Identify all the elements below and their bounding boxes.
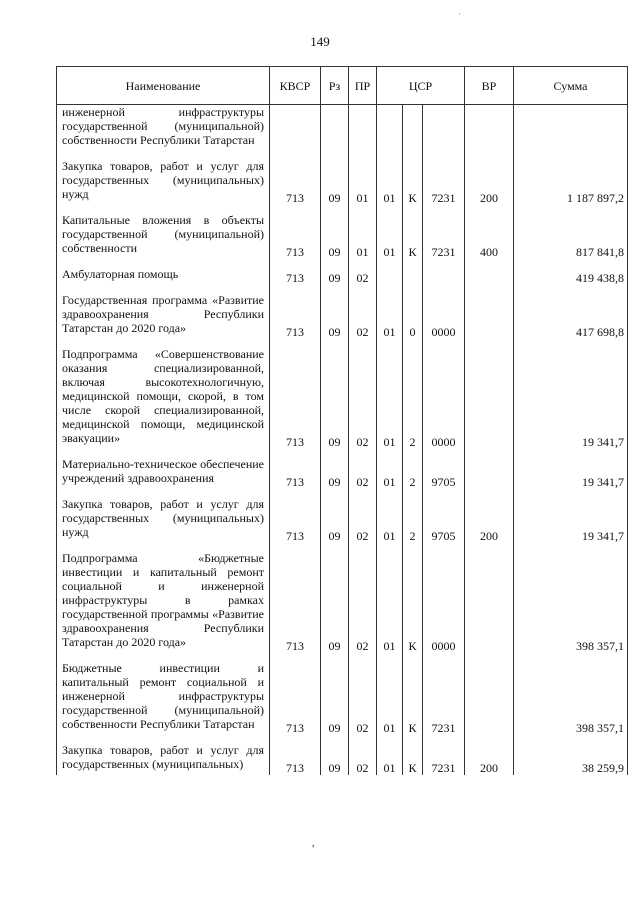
spacer-cell [321,151,349,159]
cell-pr: 02 [349,497,377,543]
cell-csr1: 01 [377,457,403,489]
row-spacer [57,259,628,267]
row-spacer [57,735,628,743]
cell-csr3: 0000 [423,293,465,339]
table-row [57,347,628,449]
spacer-cell [57,653,270,661]
spacer-cell [321,259,349,267]
spacer-cell [377,151,403,159]
cell-pr: 02 [349,743,377,775]
spacer-cell [514,285,628,293]
spacer-cell [465,489,514,497]
cell-csr1: 01 [377,159,403,205]
row-spacer [57,151,628,159]
row-spacer [57,205,628,213]
table-row [57,213,628,259]
row-spacer [57,653,628,661]
cell-csr2: К [403,743,423,775]
cell-sum: 19 341,7 [514,497,628,543]
spacer-cell [423,339,465,347]
spacer-cell [423,259,465,267]
cell-kvsr: 713 [270,159,321,205]
spacer-cell [423,449,465,457]
table-row [57,105,628,152]
scan-mark: , [312,838,315,849]
spacer-cell [514,205,628,213]
spacer-cell [321,285,349,293]
spacer-cell [514,259,628,267]
spacer-cell [349,489,377,497]
scan-speck: · [458,10,461,19]
cell-csr2: 2 [403,457,423,489]
spacer-cell [403,449,423,457]
spacer-cell [57,449,270,457]
cell-csr2: 2 [403,347,423,449]
row-spacer [57,489,628,497]
spacer-cell [423,489,465,497]
spacer-cell [377,285,403,293]
spacer-cell [423,151,465,159]
cell-csr2 [403,267,423,285]
cell-sum: 19 341,7 [514,347,628,449]
cell-name: Амбулаторная помощь [57,267,270,285]
spacer-cell [349,339,377,347]
cell-csr1: 01 [377,661,403,735]
header-rz: Рз [321,67,349,105]
cell-csr2: К [403,159,423,205]
table-row [57,551,628,653]
spacer-cell [403,339,423,347]
spacer-cell [377,489,403,497]
cell-sum: 1 187 897,2 [514,159,628,205]
spacer-cell [377,259,403,267]
spacer-cell [270,449,321,457]
cell-sum: 398 357,1 [514,551,628,653]
spacer-cell [349,735,377,743]
spacer-cell [514,151,628,159]
spacer-cell [321,489,349,497]
spacer-cell [423,653,465,661]
cell-vr: 400 [465,213,514,259]
cell-name: Закупка товаров, работ и услуг для государственных (муниципальных) нужд [57,159,270,205]
spacer-cell [403,489,423,497]
spacer-cell [514,543,628,551]
cell-csr2: К [403,551,423,653]
spacer-cell [403,735,423,743]
cell-csr3: 0000 [423,551,465,653]
cell-csr3 [423,267,465,285]
spacer-cell [270,205,321,213]
cell-csr2: 2 [403,497,423,543]
cell-kvsr: 713 [270,457,321,489]
spacer-cell [403,259,423,267]
cell-pr [349,105,377,152]
cell-vr: 200 [465,159,514,205]
header-name: Наименование [57,67,270,105]
header-vr: ВР [465,67,514,105]
spacer-cell [270,543,321,551]
spacer-cell [321,449,349,457]
spacer-cell [321,735,349,743]
spacer-cell [349,151,377,159]
cell-csr3 [423,105,465,152]
cell-csr2: К [403,661,423,735]
cell-name: Бюджетные инвестиции и капитальный ремонт социальной и инженерной инфраструктуры государственной (муниципальной) собственности Республики Татарстан [57,661,270,735]
spacer-cell [349,205,377,213]
cell-name: Государственная программа «Развитие здравоохранения Республики Татарстан до 2020 года» [57,293,270,339]
cell-vr [465,347,514,449]
spacer-cell [349,653,377,661]
cell-vr: 200 [465,497,514,543]
cell-csr2: 0 [403,293,423,339]
spacer-cell [514,735,628,743]
cell-csr3: 7231 [423,159,465,205]
spacer-cell [423,285,465,293]
spacer-cell [270,653,321,661]
cell-csr1: 01 [377,743,403,775]
spacer-cell [57,489,270,497]
spacer-cell [57,735,270,743]
cell-csr3: 7231 [423,661,465,735]
spacer-cell [465,653,514,661]
spacer-cell [377,449,403,457]
spacer-cell [349,543,377,551]
table-row [57,661,628,735]
cell-csr3: 0000 [423,347,465,449]
page-number: 149 [310,34,330,49]
spacer-cell [57,205,270,213]
spacer-cell [377,653,403,661]
cell-name: Закупка товаров, работ и услуг для государственных (муниципальных) нужд [57,497,270,543]
cell-csr3: 9705 [423,497,465,543]
cell-csr1: 01 [377,551,403,653]
spacer-cell [57,339,270,347]
spacer-cell [423,543,465,551]
cell-kvsr: 713 [270,551,321,653]
spacer-cell [465,205,514,213]
cell-csr1 [377,105,403,152]
spacer-cell [403,151,423,159]
spacer-cell [377,543,403,551]
spacer-cell [465,259,514,267]
cell-vr [465,267,514,285]
cell-rz: 09 [321,743,349,775]
spacer-cell [270,489,321,497]
row-spacer [57,449,628,457]
cell-name: Подпрограмма «Совершенствование оказания специализированной, включая высокотехнологичную, медицинской помощи, скорой, в том числе скорой специализированной, медицинской помощи, медицинской эвакуации» [57,347,270,449]
cell-kvsr: 713 [270,293,321,339]
cell-rz: 09 [321,661,349,735]
table-row [57,267,628,285]
spacer-cell [403,543,423,551]
spacer-cell [270,259,321,267]
spacer-cell [377,339,403,347]
cell-kvsr: 713 [270,743,321,775]
spacer-cell [377,205,403,213]
cell-name: Капитальные вложения в объекты государственной (муниципальной) собственности [57,213,270,259]
cell-sum: 38 259,9 [514,743,628,775]
spacer-cell [57,543,270,551]
header-sum: Сумма [514,67,628,105]
header-csr: ЦСР [377,67,465,105]
spacer-cell [514,653,628,661]
header-pr: ПР [349,67,377,105]
cell-csr3: 7231 [423,743,465,775]
cell-csr3: 7231 [423,213,465,259]
spacer-cell [423,735,465,743]
cell-pr: 02 [349,551,377,653]
cell-vr [465,661,514,735]
spacer-cell [57,285,270,293]
spacer-cell [514,449,628,457]
row-spacer [57,339,628,347]
cell-pr: 02 [349,267,377,285]
spacer-cell [465,735,514,743]
cell-rz: 09 [321,267,349,285]
cell-kvsr [270,105,321,152]
spacer-cell [465,339,514,347]
table-row [57,457,628,489]
spacer-cell [465,543,514,551]
cell-rz: 09 [321,159,349,205]
spacer-cell [321,653,349,661]
cell-vr [465,551,514,653]
spacer-cell [514,489,628,497]
cell-vr [465,105,514,152]
table-row [57,743,628,775]
cell-sum: 19 341,7 [514,457,628,489]
spacer-cell [57,259,270,267]
spacer-cell [403,653,423,661]
cell-pr: 02 [349,293,377,339]
cell-csr2: К [403,213,423,259]
cell-kvsr: 713 [270,347,321,449]
spacer-cell [321,339,349,347]
cell-csr1: 01 [377,497,403,543]
table-row [57,497,628,543]
cell-rz: 09 [321,347,349,449]
cell-csr1: 01 [377,347,403,449]
cell-pr: 02 [349,347,377,449]
cell-sum: 419 438,8 [514,267,628,285]
cell-kvsr: 713 [270,497,321,543]
cell-kvsr: 713 [270,267,321,285]
cell-pr: 02 [349,661,377,735]
cell-sum: 398 357,1 [514,661,628,735]
row-spacer [57,543,628,551]
spacer-cell [349,449,377,457]
cell-vr: 200 [465,743,514,775]
table-row [57,293,628,339]
cell-pr: 01 [349,213,377,259]
cell-csr1: 01 [377,293,403,339]
spacer-cell [465,151,514,159]
spacer-cell [270,339,321,347]
cell-csr2 [403,105,423,152]
spacer-cell [423,205,465,213]
cell-sum: 417 698,8 [514,293,628,339]
cell-rz: 09 [321,551,349,653]
cell-vr [465,457,514,489]
cell-kvsr: 713 [270,213,321,259]
cell-rz: 09 [321,457,349,489]
cell-pr: 01 [349,159,377,205]
spacer-cell [377,735,403,743]
cell-sum: 817 841,8 [514,213,628,259]
cell-rz [321,105,349,152]
cell-sum [514,105,628,152]
spacer-cell [349,285,377,293]
cell-rz: 09 [321,293,349,339]
cell-name: инженерной инфраструктуры государственной (муниципальной) собственности Республики Татарстан [57,105,270,152]
budget-table [56,66,628,775]
spacer-cell [57,151,270,159]
table-row [57,159,628,205]
table-header-row [57,67,628,105]
spacer-cell [321,543,349,551]
spacer-cell [270,735,321,743]
cell-csr3: 9705 [423,457,465,489]
cell-name: Закупка товаров, работ и услуг для государственных (муниципальных) [57,743,270,775]
cell-pr: 02 [349,457,377,489]
spacer-cell [465,285,514,293]
spacer-cell [514,339,628,347]
spacer-cell [403,285,423,293]
cell-name: Подпрограмма «Бюджетные инвестиции и капитальный ремонт социальной и инженерной инфраструктуры в рамках государственной программы «Развитие здравоохранения Республики Татарстан до 2020 года» [57,551,270,653]
spacer-cell [270,151,321,159]
cell-csr1: 01 [377,213,403,259]
spacer-cell [270,285,321,293]
cell-rz: 09 [321,213,349,259]
header-kvsr: КВСР [270,67,321,105]
cell-name: Материально-техническое обеспечение учреждений здравоохранения [57,457,270,489]
spacer-cell [349,259,377,267]
cell-csr1 [377,267,403,285]
cell-kvsr: 713 [270,661,321,735]
row-spacer [57,285,628,293]
cell-vr [465,293,514,339]
spacer-cell [465,449,514,457]
spacer-cell [321,205,349,213]
spacer-cell [403,205,423,213]
cell-rz: 09 [321,497,349,543]
